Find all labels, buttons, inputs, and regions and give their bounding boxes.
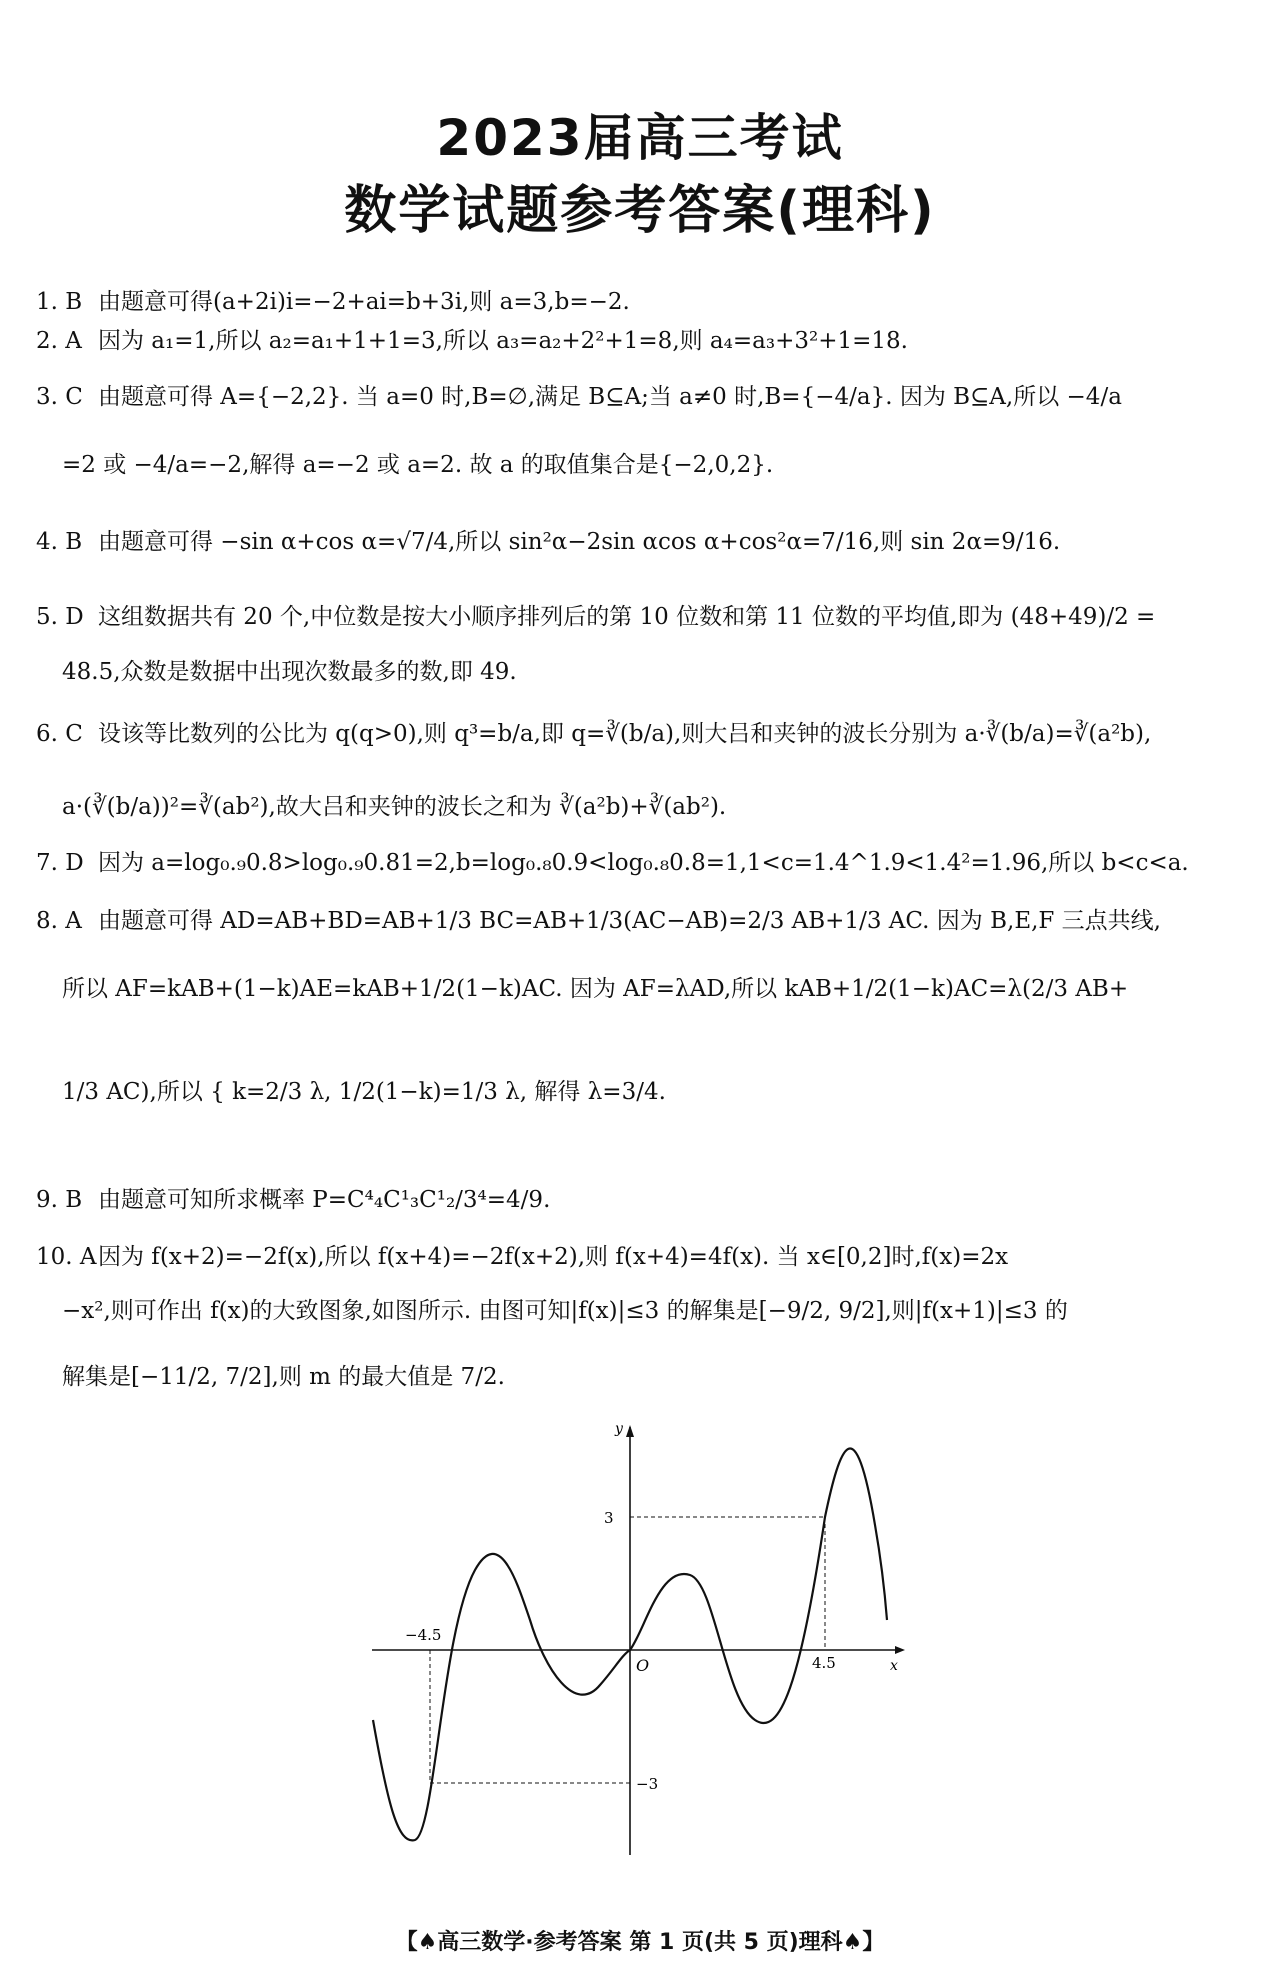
tick-label-4_5: 4.5	[812, 1654, 836, 1672]
y-axis-arrow-icon	[626, 1425, 634, 1437]
page-subtitle: 数学试题参考答案(理科)	[344, 181, 936, 241]
x-axis-arrow-icon	[895, 1646, 905, 1654]
answer-line: 8. A 由题意可得 AD=AB+BD=AB+1/3 BC=AB+1/3(AC−AB)=2/3 AB+1/3 AC. 因为 B,E,F 三点共线,	[36, 908, 1161, 934]
x-axis-label: x	[890, 1658, 898, 1674]
answer-line: 10. A因为 f(x+2)=−2f(x),所以 f(x+4)=−2f(x+2),则 f(x+4)=4f(x). 当 x∈[0,2]时,f(x)=2x	[36, 1244, 1009, 1270]
answer-line: 4. B 由题意可得 −sin α+cos α=√7/4,所以 sin²α−2sin αcos α+cos²α=7/16,则 sin 2α=9/16.	[36, 529, 1061, 555]
page-footer: 【♠高三数学·参考答案 第 1 页(共 5 页)理科♠】	[395, 1930, 885, 1955]
tick-label-neg4_5: −4.5	[405, 1626, 442, 1644]
answer-line-continued: 所以 AF=kAB+(1−k)AE=kAB+1/2(1−k)AC. 因为 AF=λAD,所以 kAB+1/2(1−k)AC=λ(2/3 AB+	[62, 976, 1129, 1002]
origin-label: O	[636, 1656, 650, 1675]
page-title: 2023届高三考试	[436, 109, 844, 167]
answer-line-continued: 解集是[−11/2, 7/2],则 m 的最大值是 7/2.	[62, 1364, 505, 1390]
tick-label-neg3: −3	[636, 1775, 659, 1793]
answer-line: 1. B 由题意可得(a+2i)i=−2+ai=b+3i,则 a=3,b=−2.	[36, 289, 630, 315]
tick-label-3: 3	[604, 1509, 614, 1527]
answer-line-continued: 48.5,众数是数据中出现次数最多的数,即 49.	[62, 659, 517, 685]
answer-line-continued: −x²,则可作出 f(x)的大致图象,如图所示. 由图可知|f(x)|≤3 的解集是[−9/2, 9/2],则|f(x+1)|≤3 的	[62, 1298, 1068, 1324]
answer-line: 3. C 由题意可得 A={−2,2}. 当 a=0 时,B=∅,满足 B⊆A;当 a≠0 时,B={−4/a}. 因为 B⊆A,所以 −4/a	[36, 384, 1122, 410]
answer-line: 5. D 这组数据共有 20 个,中位数是按大小顺序排列后的第 10 位数和第 11 位数的平均值,即为 (48+49)/2 =	[36, 604, 1156, 630]
answer-line-continued: 1/3 AC),所以 { k=2/3 λ, 1/2(1−k)=1/3 λ, 解得 λ=3/4.	[62, 1079, 666, 1105]
answer-line: 2. A 因为 a₁=1,所以 a₂=a₁+1+1=3,所以 a₃=a₂+2²+1=8,则 a₄=a₃+3²+1=18.	[36, 328, 908, 354]
answer-line: 6. C 设该等比数列的公比为 q(q>0),则 q³=b/a,即 q=∛(b/a),则大吕和夹钟的波长分别为 a·∛(b/a)=∛(a²b),	[36, 721, 1152, 747]
answer-line-continued: =2 或 −4/a=−2,解得 a=−2 或 a=2. 故 a 的取值集合是{−2,0,2}.	[62, 452, 774, 478]
answer-line: 9. B 由题意可知所求概率 P=C⁴₄C¹₃C¹₂/3⁴=4/9.	[36, 1187, 551, 1213]
y-axis-label: y	[615, 1421, 623, 1437]
answer-line: 7. D 因为 a=log₀.₉0.8>log₀.₉0.81=2,b=log₀.₈0.9<log₀.₈0.8=1,1<c=1.4^1.9<1.4²=1.96,所以 b<c<a.	[36, 850, 1189, 876]
function-graph	[360, 1415, 920, 1865]
answer-line-continued: a·(∛(b/a))²=∛(ab²),故大吕和夹钟的波长之和为 ∛(a²b)+∛(ab²).	[62, 794, 727, 820]
